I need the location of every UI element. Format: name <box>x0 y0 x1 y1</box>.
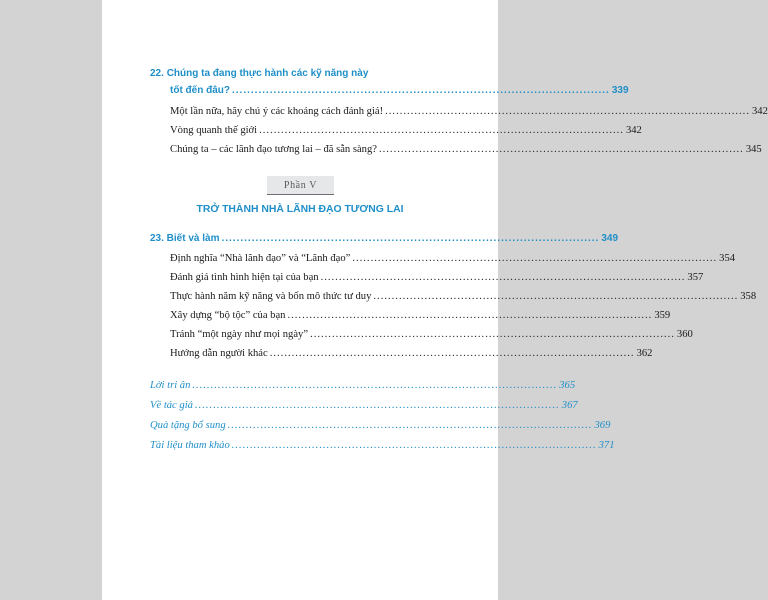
toc-section-entry <box>170 272 704 283</box>
leader-dots: .................................................................................................... <box>221 233 600 244</box>
part-title: TRỞ THÀNH NHÀ LÃNH ĐẠO TƯƠNG LAI <box>196 204 404 215</box>
leader-dots: .................................................................................................... <box>378 144 744 155</box>
section-title: Một lần nữa, hãy chú ý các khoảng cách đánh giá! <box>170 106 384 117</box>
part-label: Phần V <box>283 179 318 191</box>
toc-section-entry <box>170 106 768 117</box>
leader-dots: .................................................................................................... <box>320 272 686 283</box>
leader-dots: .................................................................................................... <box>269 348 635 359</box>
chapter-22-page: 339 <box>611 85 629 96</box>
leader-dots: .................................................................................................... <box>259 125 624 136</box>
toc-backmatter-entry <box>150 380 576 391</box>
section-page: 358 <box>740 291 757 302</box>
section-title: Vòng quanh thế giới <box>170 125 258 136</box>
leader-dots: .................................................................................................... <box>231 440 597 451</box>
toc-backmatter-entry <box>150 400 578 411</box>
leader-dots: .................................................................................................... <box>192 380 558 391</box>
toc-chapter-22-entry <box>170 85 629 96</box>
backmatter-title: Lời tri ân <box>150 380 191 391</box>
backmatter-page: 365 <box>559 380 576 391</box>
section-page: 359 <box>654 310 671 321</box>
toc-section-entry <box>170 348 653 359</box>
section-page: 357 <box>687 272 704 283</box>
backmatter-page: 369 <box>594 420 611 431</box>
toc-section-entry <box>170 310 671 321</box>
leader-dots: .................................................................................................... <box>352 253 718 264</box>
leader-dots: .................................................................................................... <box>310 329 675 340</box>
chapter-22-title-line2: tốt đến đâu? <box>170 85 230 96</box>
section-title: Định nghĩa “Nhà lãnh đạo” và “Lãnh đạo” <box>170 253 351 264</box>
backmatter-page: 371 <box>598 440 615 451</box>
chapter-22-number: 22. <box>150 68 164 79</box>
section-page: 342 <box>625 125 642 136</box>
leader-dots: .................................................................................................... <box>385 106 750 117</box>
backmatter-title: Quà tặng bổ sung <box>150 420 226 431</box>
section-title: Đánh giá tình hình hiện tại của bạn <box>170 272 319 283</box>
section-title: Xây dựng “bộ tộc” của bạn <box>170 310 286 321</box>
section-page: 360 <box>676 329 693 340</box>
toc-backmatter-entry <box>150 440 615 451</box>
leader-dots: .................................................................................................... <box>373 291 739 302</box>
toc-backmatter-entry <box>150 420 611 431</box>
toc-section-entry <box>170 291 757 302</box>
chapter-23-title: 23. Biết và làm <box>150 233 220 244</box>
leader-dots: .................................................................................................... <box>227 420 593 431</box>
part-label-box <box>267 176 334 195</box>
leader-dots: .................................................................................................... <box>232 85 610 96</box>
section-page: 345 <box>745 144 762 155</box>
section-page: 354 <box>719 253 736 264</box>
section-page: 362 <box>636 348 653 359</box>
toc-section-entry <box>170 125 642 136</box>
section-title: Thực hành năm kỹ năng và bốn mô thức tư duy <box>170 291 372 302</box>
section-page: 342 <box>751 106 768 117</box>
chapter-23-page: 349 <box>601 233 619 244</box>
section-title: Chúng ta – các lãnh đạo tương lai – đã sẵn sàng? <box>170 144 377 155</box>
toc-section-entry <box>170 144 762 155</box>
toc-section-entry <box>170 253 736 264</box>
toc-section-entry <box>170 329 693 340</box>
backmatter-title: Về tác giả <box>150 400 193 411</box>
chapter-22-title-line1: Chúng ta đang thực hành các kỹ năng này <box>166 68 369 79</box>
backmatter-page: 367 <box>561 400 578 411</box>
backmatter-title: Tài liệu tham khảo <box>150 440 230 451</box>
leader-dots: .................................................................................................... <box>194 400 560 411</box>
section-title: Hướng dẫn người khác <box>170 348 268 359</box>
book-page <box>102 0 768 600</box>
leader-dots: .................................................................................................... <box>287 310 653 321</box>
toc-chapter-22-heading <box>150 68 368 79</box>
section-title: Tránh “một ngày như mọi ngày” <box>170 329 309 340</box>
toc-chapter-23-entry <box>150 233 619 244</box>
